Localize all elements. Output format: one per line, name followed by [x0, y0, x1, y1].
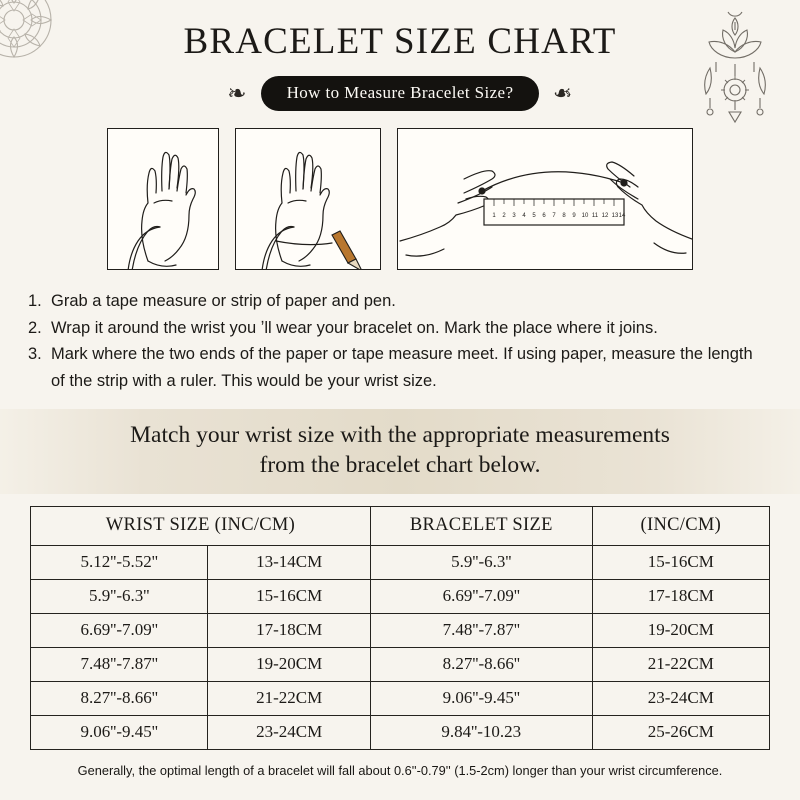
step-number: 2.: [28, 318, 42, 337]
illustration-row: [0, 128, 800, 270]
cell-bracelet-inch: 9.06''-9.45'': [370, 682, 592, 716]
cell-wrist-inch: 6.69''-7.09'': [31, 614, 208, 648]
steps-list: [0, 288, 800, 395]
step-text: Grab a tape measure or strip of paper and pen.: [51, 292, 396, 310]
flourish-left-icon: ❧: [227, 81, 247, 106]
step-text: Mark where the two ends of the paper or tape measure meet. If using paper, measure the length of the strip with a ruler. This would be your wrist size.: [51, 345, 753, 391]
cell-bracelet-inch: 9.84''-10.23: [370, 716, 592, 750]
header-wrist-size: WRIST SIZE (INC/CM): [31, 507, 371, 546]
illustration-hands-measuring-with-ruler: [397, 128, 693, 270]
table-header-row: [31, 507, 770, 546]
cell-bracelet-cm: 15-16CM: [592, 546, 769, 580]
cell-wrist-cm: 21-22CM: [208, 682, 371, 716]
cell-wrist-cm: 19-20CM: [208, 648, 371, 682]
svg-text:12: 12: [601, 213, 609, 219]
svg-text:10: 10: [581, 213, 589, 219]
svg-text:14: 14: [618, 213, 626, 219]
table-row: [31, 682, 770, 716]
banner-line-2: from the bracelet chart below.: [259, 451, 541, 478]
page-title: BRACELET SIZE CHART: [183, 21, 617, 62]
svg-text:3: 3: [512, 213, 516, 219]
header-bracelet-units: (INC/CM): [592, 507, 769, 546]
cell-wrist-inch: 5.9''-6.3'': [31, 580, 208, 614]
svg-text:6: 6: [542, 213, 546, 219]
cell-wrist-inch: 7.48''-7.87'': [31, 648, 208, 682]
cell-wrist-cm: 15-16CM: [208, 580, 371, 614]
svg-text:5: 5: [532, 213, 536, 219]
match-instruction-banner: [0, 409, 800, 494]
svg-text:13: 13: [611, 213, 619, 219]
header-bracelet-size: BRACELET SIZE: [370, 507, 592, 546]
cell-bracelet-inch: 8.27''-8.66'': [370, 648, 592, 682]
list-item: [28, 315, 766, 342]
banner-line-1: Match your wrist size with the appropriate measurements: [130, 421, 670, 448]
table-row: [31, 546, 770, 580]
table-row: [31, 614, 770, 648]
cell-wrist-inch: 8.27''-8.66'': [31, 682, 208, 716]
table-row: [31, 648, 770, 682]
cell-wrist-inch: 5.12''-5.52'': [31, 546, 208, 580]
cell-wrist-cm: 17-18CM: [208, 614, 371, 648]
size-table-wrap: [0, 494, 800, 750]
svg-text:1: 1: [492, 213, 496, 219]
svg-text:11: 11: [591, 213, 599, 219]
cell-bracelet-cm: 21-22CM: [592, 648, 769, 682]
cell-bracelet-cm: 17-18CM: [592, 580, 769, 614]
footnote: Generally, the optimal length of a bracelet will fall about 0.6''-0.79'' (1.5-2cm) longer than your wrist circumference.: [77, 763, 723, 779]
svg-text:9: 9: [572, 213, 576, 219]
subtitle-pill: How to Measure Bracelet Size?: [261, 76, 540, 111]
list-item: [28, 341, 766, 394]
illustration-hand-with-paper-strip-and-pen: [235, 128, 381, 270]
cell-bracelet-inch: 7.48''-7.87'': [370, 614, 592, 648]
list-item: [28, 288, 766, 315]
step-number: 3.: [28, 345, 42, 364]
svg-text:7: 7: [552, 213, 556, 219]
illustration-hand-with-tape-strip: [107, 128, 219, 270]
step-text: Wrap it around the wrist you ʼll wear your bracelet on. Mark the place where it joins.: [51, 318, 658, 337]
cell-bracelet-cm: 25-26CM: [592, 716, 769, 750]
cell-wrist-cm: 13-14CM: [208, 546, 371, 580]
table-row: [31, 580, 770, 614]
flourish-right-icon: ❧: [553, 81, 573, 106]
cell-wrist-inch: 9.06''-9.45'': [31, 716, 208, 750]
subtitle-row: [0, 76, 800, 111]
cell-bracelet-inch: 6.69''-7.09'': [370, 580, 592, 614]
step-number: 1.: [28, 292, 42, 310]
cell-bracelet-cm: 19-20CM: [592, 614, 769, 648]
bracelet-size-table: [30, 506, 770, 750]
svg-text:8: 8: [562, 213, 566, 219]
svg-text:2: 2: [502, 213, 506, 219]
svg-text:4: 4: [522, 213, 526, 219]
cell-bracelet-inch: 5.9''-6.3'': [370, 546, 592, 580]
cell-bracelet-cm: 23-24CM: [592, 682, 769, 716]
cell-wrist-cm: 23-24CM: [208, 716, 371, 750]
table-row: [31, 716, 770, 750]
